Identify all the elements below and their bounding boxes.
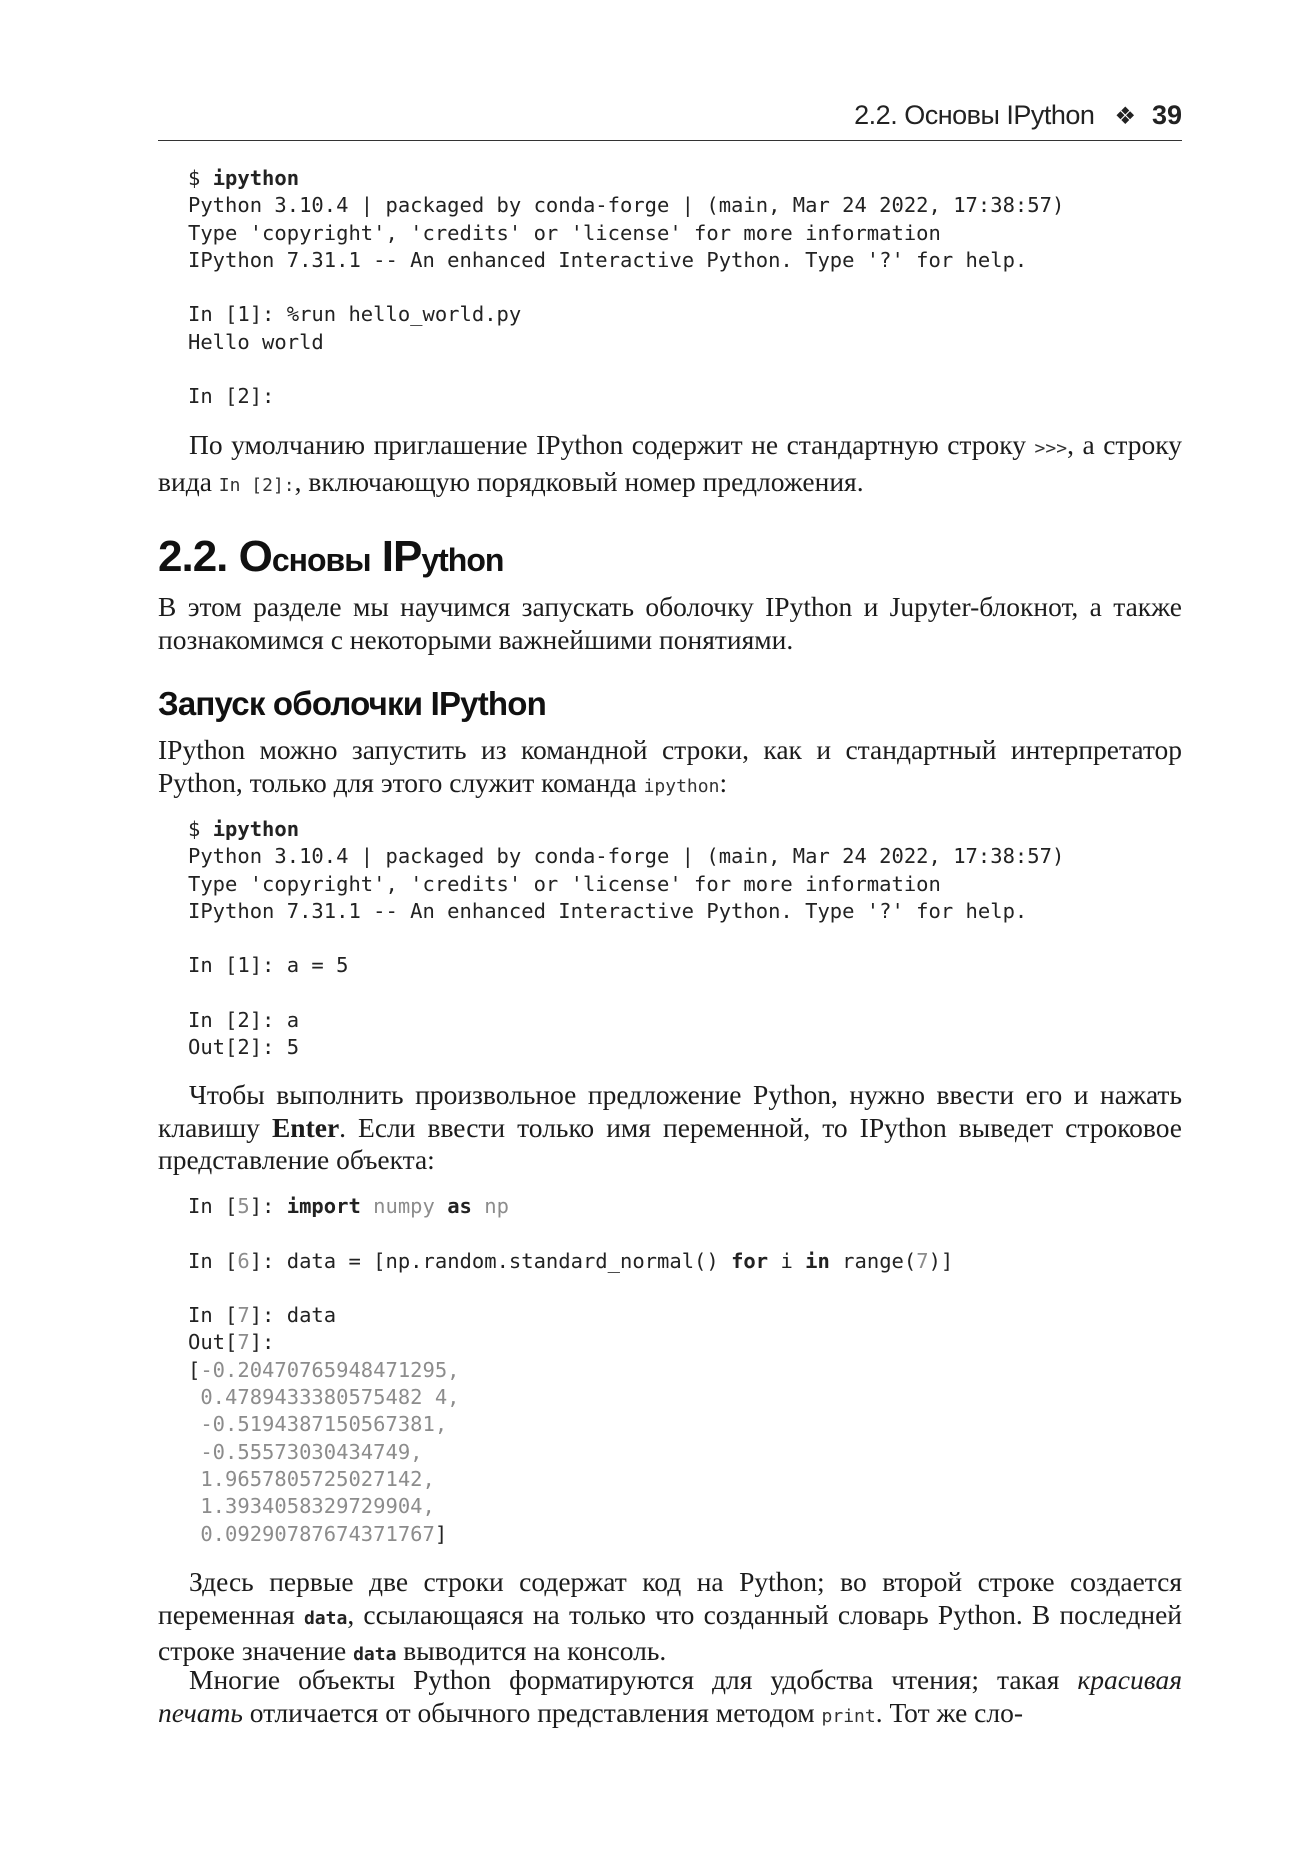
code-line: Type 'copyright', 'credits' or 'license' for more information: [188, 871, 941, 896]
paragraph-pretty-print: Многие объекты Python форматируются для удобства чтения; такая красивая печать отличается от обычного представления методом print. Тот же сло-: [158, 1664, 1182, 1728]
paragraph-execute-statement: Чтобы выполнить произвольное предложение Python, нужно ввести его и нажать клавишу Enter. Если ввести только имя переменной, то IPython выведет строковое представление объекта:: [158, 1079, 1182, 1175]
code-block-ipython-session: [188, 816, 1064, 1062]
output-value: 1.3934058329729904,: [200, 1494, 435, 1519]
code-line: Python 3.10.4 | packaged by conda-forge | (main, Mar 24 2022, 17:38:57): [188, 193, 1065, 218]
paragraph-prompt-explanation: По умолчанию приглашение IPython содержит не стандартную строку >>>, а строку вида In [2]:, включающую порядковый номер предложения.: [158, 429, 1182, 497]
output-value: 0.4789433380575482 4,: [200, 1385, 460, 1410]
code-block-ipython-run: [188, 165, 1064, 411]
code-line: Type 'copyright', 'credits' or 'license' for more information: [188, 220, 941, 245]
output-value: -0.5194387150567381,: [200, 1412, 448, 1437]
shell-prompt: $: [188, 817, 213, 841]
code-line: IPython 7.31.1 -- An enhanced Interactive Python. Type '?' for help.: [188, 898, 1028, 923]
key-name: Enter: [271, 1111, 340, 1143]
italic-term: красивая печать: [158, 1664, 1182, 1728]
shell-command: ipython: [212, 166, 300, 190]
output-value: -0.20470765948471295,: [200, 1357, 460, 1382]
inline-code: >>>: [1034, 438, 1068, 459]
code-line: In [2]:: [188, 384, 275, 409]
running-header: [158, 96, 1182, 141]
inline-code: ipython: [643, 775, 720, 797]
paragraph-launch-ipython: IPython можно запустить из командной строки, как и стандартный интерпретатор Python, только для этого служит команда ipython:: [158, 734, 1182, 798]
subsection-heading: Запуск оболочки IPython: [158, 685, 546, 722]
paragraph-code-explanation: Здесь первые две строки содержат код на Python; во второй строке создается переменная data, ссылающаяся на только что созданный словарь Python. В последней строке значение data выводится на консоль.: [158, 1566, 1182, 1666]
output-value: 1.9657805725027142,: [200, 1466, 435, 1491]
code-line: Out[2]: 5: [188, 1035, 300, 1060]
shell-command: ipython: [212, 817, 300, 841]
inline-code: data: [353, 1644, 397, 1665]
output-value: -0.55573030434749,: [200, 1439, 423, 1464]
code-line: In [1]: a = 5: [188, 953, 349, 978]
header-section-title: 2.2. Основы IPython: [854, 100, 1095, 130]
code-block-numpy-data: In [5]: import numpy as np In [6]: data = [np.random.standard_normal() for i in range(7)] In [7]: data Out[7]: [-0.20470765948471295, 0.4789433380575482 4, -0.5194387150567381, -0.55573030434749, 1.9657805725027142, 1.3934058329729904, 0.09290787674371767]: [188, 1194, 954, 1546]
section-heading: 2.2. Основы IPython: [158, 532, 504, 581]
header-text: [854, 100, 1182, 131]
output-value: 0.09290787674371767: [200, 1521, 435, 1546]
page-number: 39: [1151, 100, 1182, 130]
code-line: In [2]: a: [188, 1008, 300, 1033]
code-line: Python 3.10.4 | packaged by conda-forge | (main, Mar 24 2022, 17:38:57): [188, 844, 1065, 869]
ornament-icon: ❖: [1114, 103, 1136, 130]
code-line: IPython 7.31.1 -- An enhanced Interactive Python. Type '?' for help.: [188, 247, 1028, 272]
paragraph-section-intro: В этом разделе мы научимся запускать оболочку IPython и Jupyter-блокнот, а также познакомимся с некоторыми важнейшими понятиями.: [158, 591, 1182, 655]
code-line: Hello world: [188, 329, 324, 354]
inline-code: print: [821, 1705, 876, 1727]
inline-code: In [2]:: [218, 474, 295, 496]
code-line: In [1]: %run hello_world.py: [188, 302, 522, 327]
shell-prompt: $: [188, 166, 213, 190]
inline-code: data: [303, 1607, 348, 1629]
